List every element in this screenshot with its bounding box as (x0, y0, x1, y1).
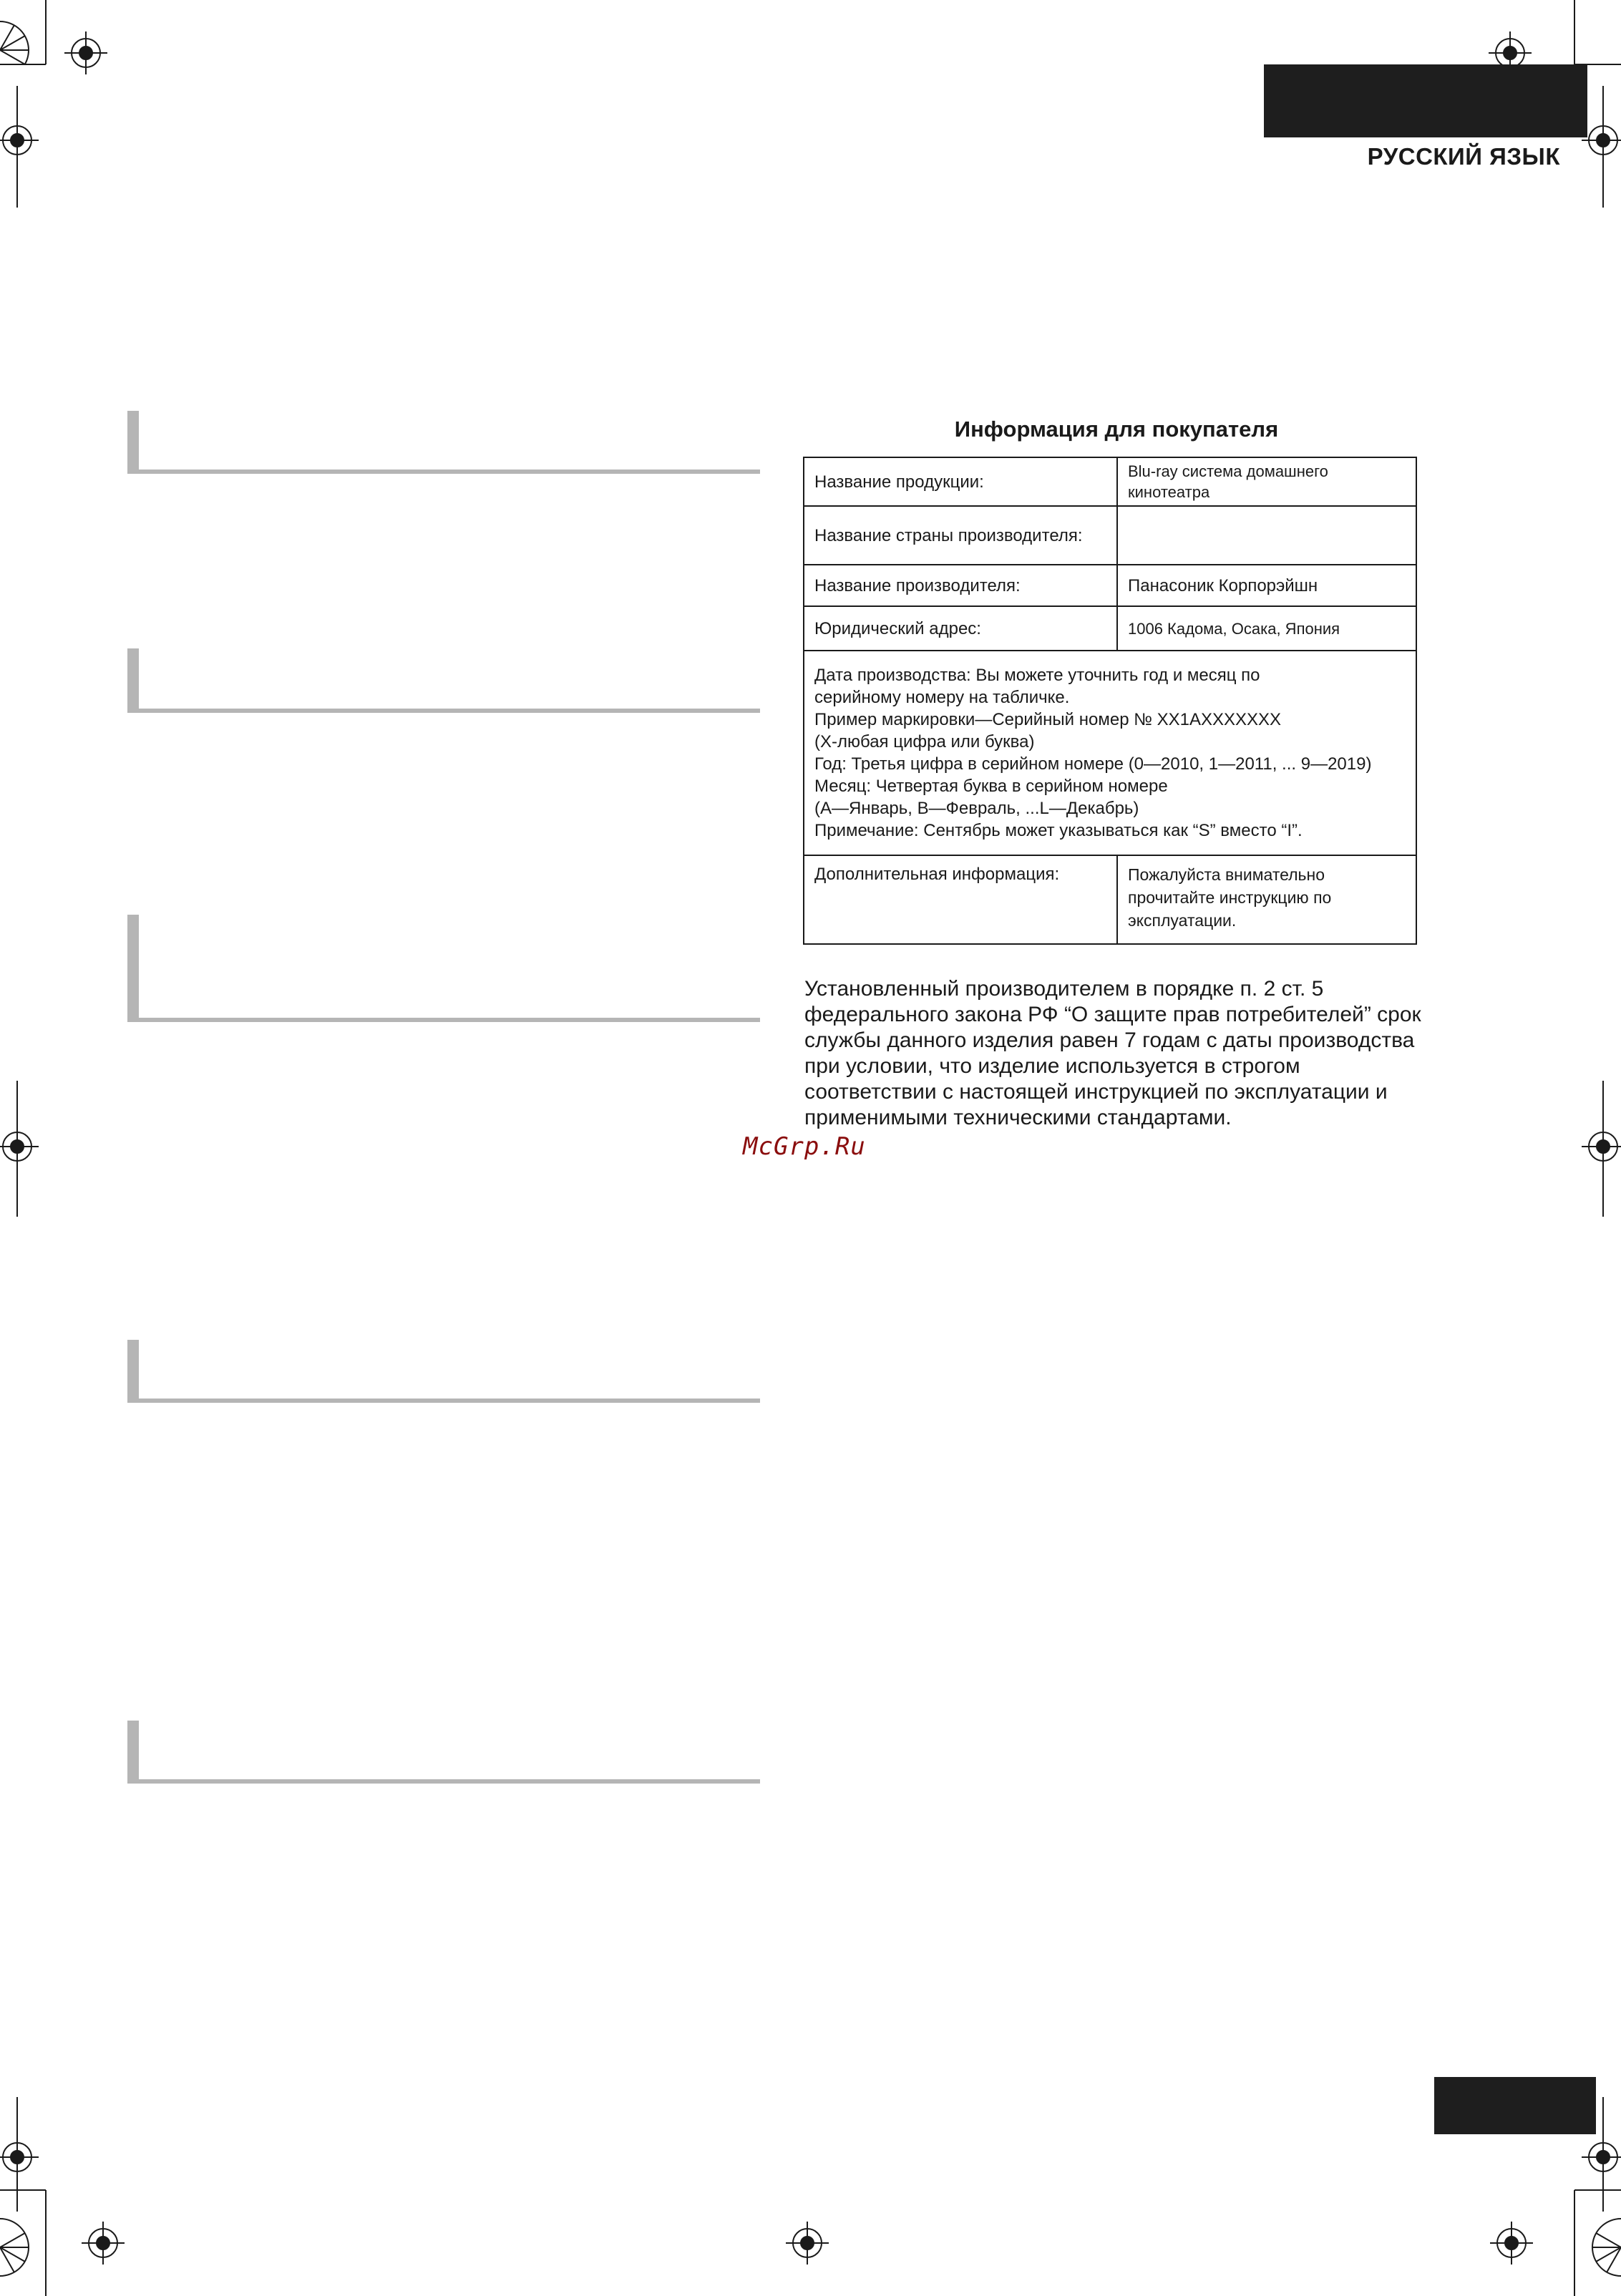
sunburst-mark-top-left (0, 7, 43, 64)
section-header-3 (127, 915, 760, 1022)
registration-mark-top-left (64, 31, 107, 74)
registration-mark-right-middle (1582, 1125, 1621, 1168)
production-line: Дата производства: Вы можете уточнить год и месяц по (814, 666, 1260, 685)
registration-mark-bottom-right (1490, 2222, 1533, 2265)
section-header-1 (127, 411, 760, 474)
production-line: Примечание: Сентябрь может указываться как “S” вместо “I”. (814, 821, 1303, 840)
production-line: Год: Третья цифра в серийном номере (0—2010, 1—2011, ... 9—2019) (814, 754, 1372, 774)
table-row (804, 606, 1416, 651)
table-row (804, 565, 1416, 606)
info-title: Информация для покупателя (954, 417, 1279, 442)
registration-mark-bottom-left (82, 2222, 125, 2265)
manufacturer-value: Панасоник Корпорэйшн (1117, 565, 1416, 606)
country-label: Название страны производителя: (804, 506, 1117, 565)
production-line: серийному номеру на табличке. (814, 688, 1070, 707)
additional-info-label: Дополнительная информация: (804, 855, 1117, 944)
registration-mark-left-middle (0, 1125, 39, 1168)
legal-address-label: Юридический адрес: (804, 606, 1117, 651)
production-line: Пример маркировки—Серийный номер № XX1AXXXXXXX (814, 710, 1282, 729)
registration-mark-right-lower (1582, 2136, 1621, 2179)
section-header-2 (127, 648, 760, 713)
table-row (804, 457, 1416, 506)
section-header-4 (127, 1340, 760, 1403)
watermark: McGrp.Ru (743, 1132, 866, 1161)
service-life-notice: Установленный производителем в порядке п. 2 ст. 5 федерального закона РФ “О защите прав потребителей” срок службы данного изделия равен 7 годам с даты производства при условии, что изделие используется в строгом соответствии с настоящей инструкцией по эксплуатации и применимыми техническими стандартами. (804, 977, 1421, 1129)
production-line: (A—Январь, B—Февраль, ...L—Декабрь) (814, 799, 1139, 818)
table-row (804, 855, 1416, 944)
additional-info-value: Пожалуйста внимательно прочитайте инструкцию по эксплуатации. (1117, 855, 1416, 944)
sunburst-mark-bottom-right (1578, 2204, 1621, 2296)
page-number-box (1434, 2077, 1596, 2134)
sunburst-mark-bottom-left (0, 2204, 43, 2296)
table-row (804, 651, 1416, 855)
product-name-value: Blu-ray система домашнего кинотеатра (1117, 457, 1416, 506)
language-tab (1264, 64, 1587, 137)
product-name-label: Название продукции: (804, 457, 1117, 506)
legal-address-value: 1006 Кадома, Осака, Япония (1117, 606, 1416, 651)
section-header-5 (127, 1721, 760, 1784)
customer-info-table (803, 457, 1417, 945)
manufacturer-label: Название производителя: (804, 565, 1117, 606)
registration-mark-bottom-center (786, 2222, 829, 2265)
production-date-info (804, 651, 1416, 855)
production-line: Месяц: Четвертая буква в серийном номере (814, 777, 1168, 796)
table-row (804, 506, 1416, 565)
country-value (1117, 506, 1416, 565)
language-label: РУССКИЙ ЯЗЫК (1367, 143, 1560, 170)
registration-mark-left-lower (0, 2136, 39, 2179)
registration-mark-right-upper (1582, 119, 1621, 162)
production-line: (X-любая цифра или буква) (814, 732, 1035, 751)
registration-mark-left-upper (0, 119, 39, 162)
